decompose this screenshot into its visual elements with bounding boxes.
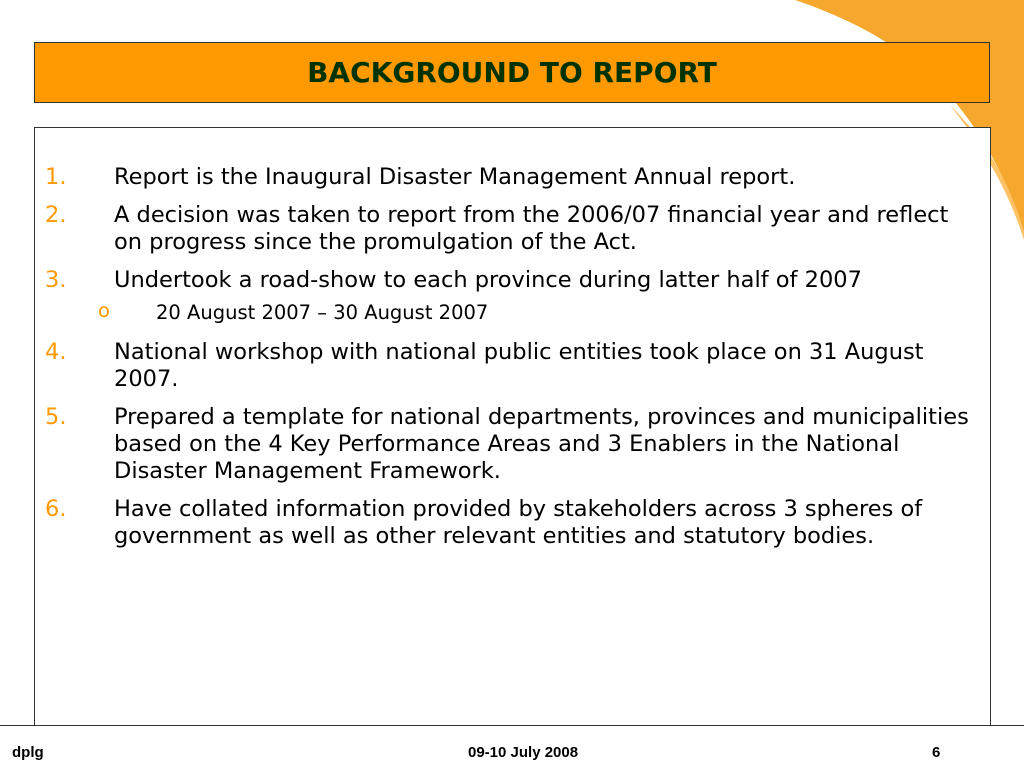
list-item [35, 496, 990, 550]
list-item [35, 202, 990, 256]
list-number: 6. [45, 496, 67, 522]
list-number: 5. [45, 404, 67, 430]
list-number: 2. [45, 202, 67, 228]
footer-divider [0, 725, 1024, 726]
list-text: Have collated information provided by stakeholders across 3 spheres of government as well as other relevant entities and statutory bodies. [114, 496, 923, 549]
page-number: 6 [932, 744, 941, 761]
list-number: 4. [45, 339, 67, 365]
list-item [35, 339, 990, 393]
numbered-list [35, 164, 990, 561]
slide-title: BACKGROUND TO REPORT [307, 56, 717, 89]
sub-list-text: 20 August 2007 – 30 August 2007 [156, 301, 489, 324]
slide-title-bar [34, 42, 990, 103]
footer-org: dplg [12, 744, 44, 761]
sub-list-item [35, 301, 990, 325]
list-text: National workshop with national public entities took place on 31 August 2007. [114, 339, 924, 392]
list-number: 1. [45, 164, 67, 190]
list-item [35, 267, 990, 294]
list-text: Undertook a road-show to each province during latter half of 2007 [114, 267, 862, 293]
list-item [35, 404, 990, 485]
list-text: A decision was taken to report from the 2006/07 financial year and reflect on progress since the promulgation of the Act. [114, 202, 949, 255]
footer-date: 09-10 July 2008 [468, 744, 579, 761]
list-text: Report is the Inaugural Disaster Management Annual report. [114, 164, 796, 190]
circle-bullet-icon: o [98, 299, 110, 322]
content-panel [34, 127, 991, 726]
list-text: Prepared a template for national departments, provinces and municipalities based on the 4 Key Performance Areas and 3 Enablers in the National Disaster Management Framework. [114, 404, 969, 484]
list-number: 3. [45, 267, 67, 293]
list-item [35, 164, 990, 191]
